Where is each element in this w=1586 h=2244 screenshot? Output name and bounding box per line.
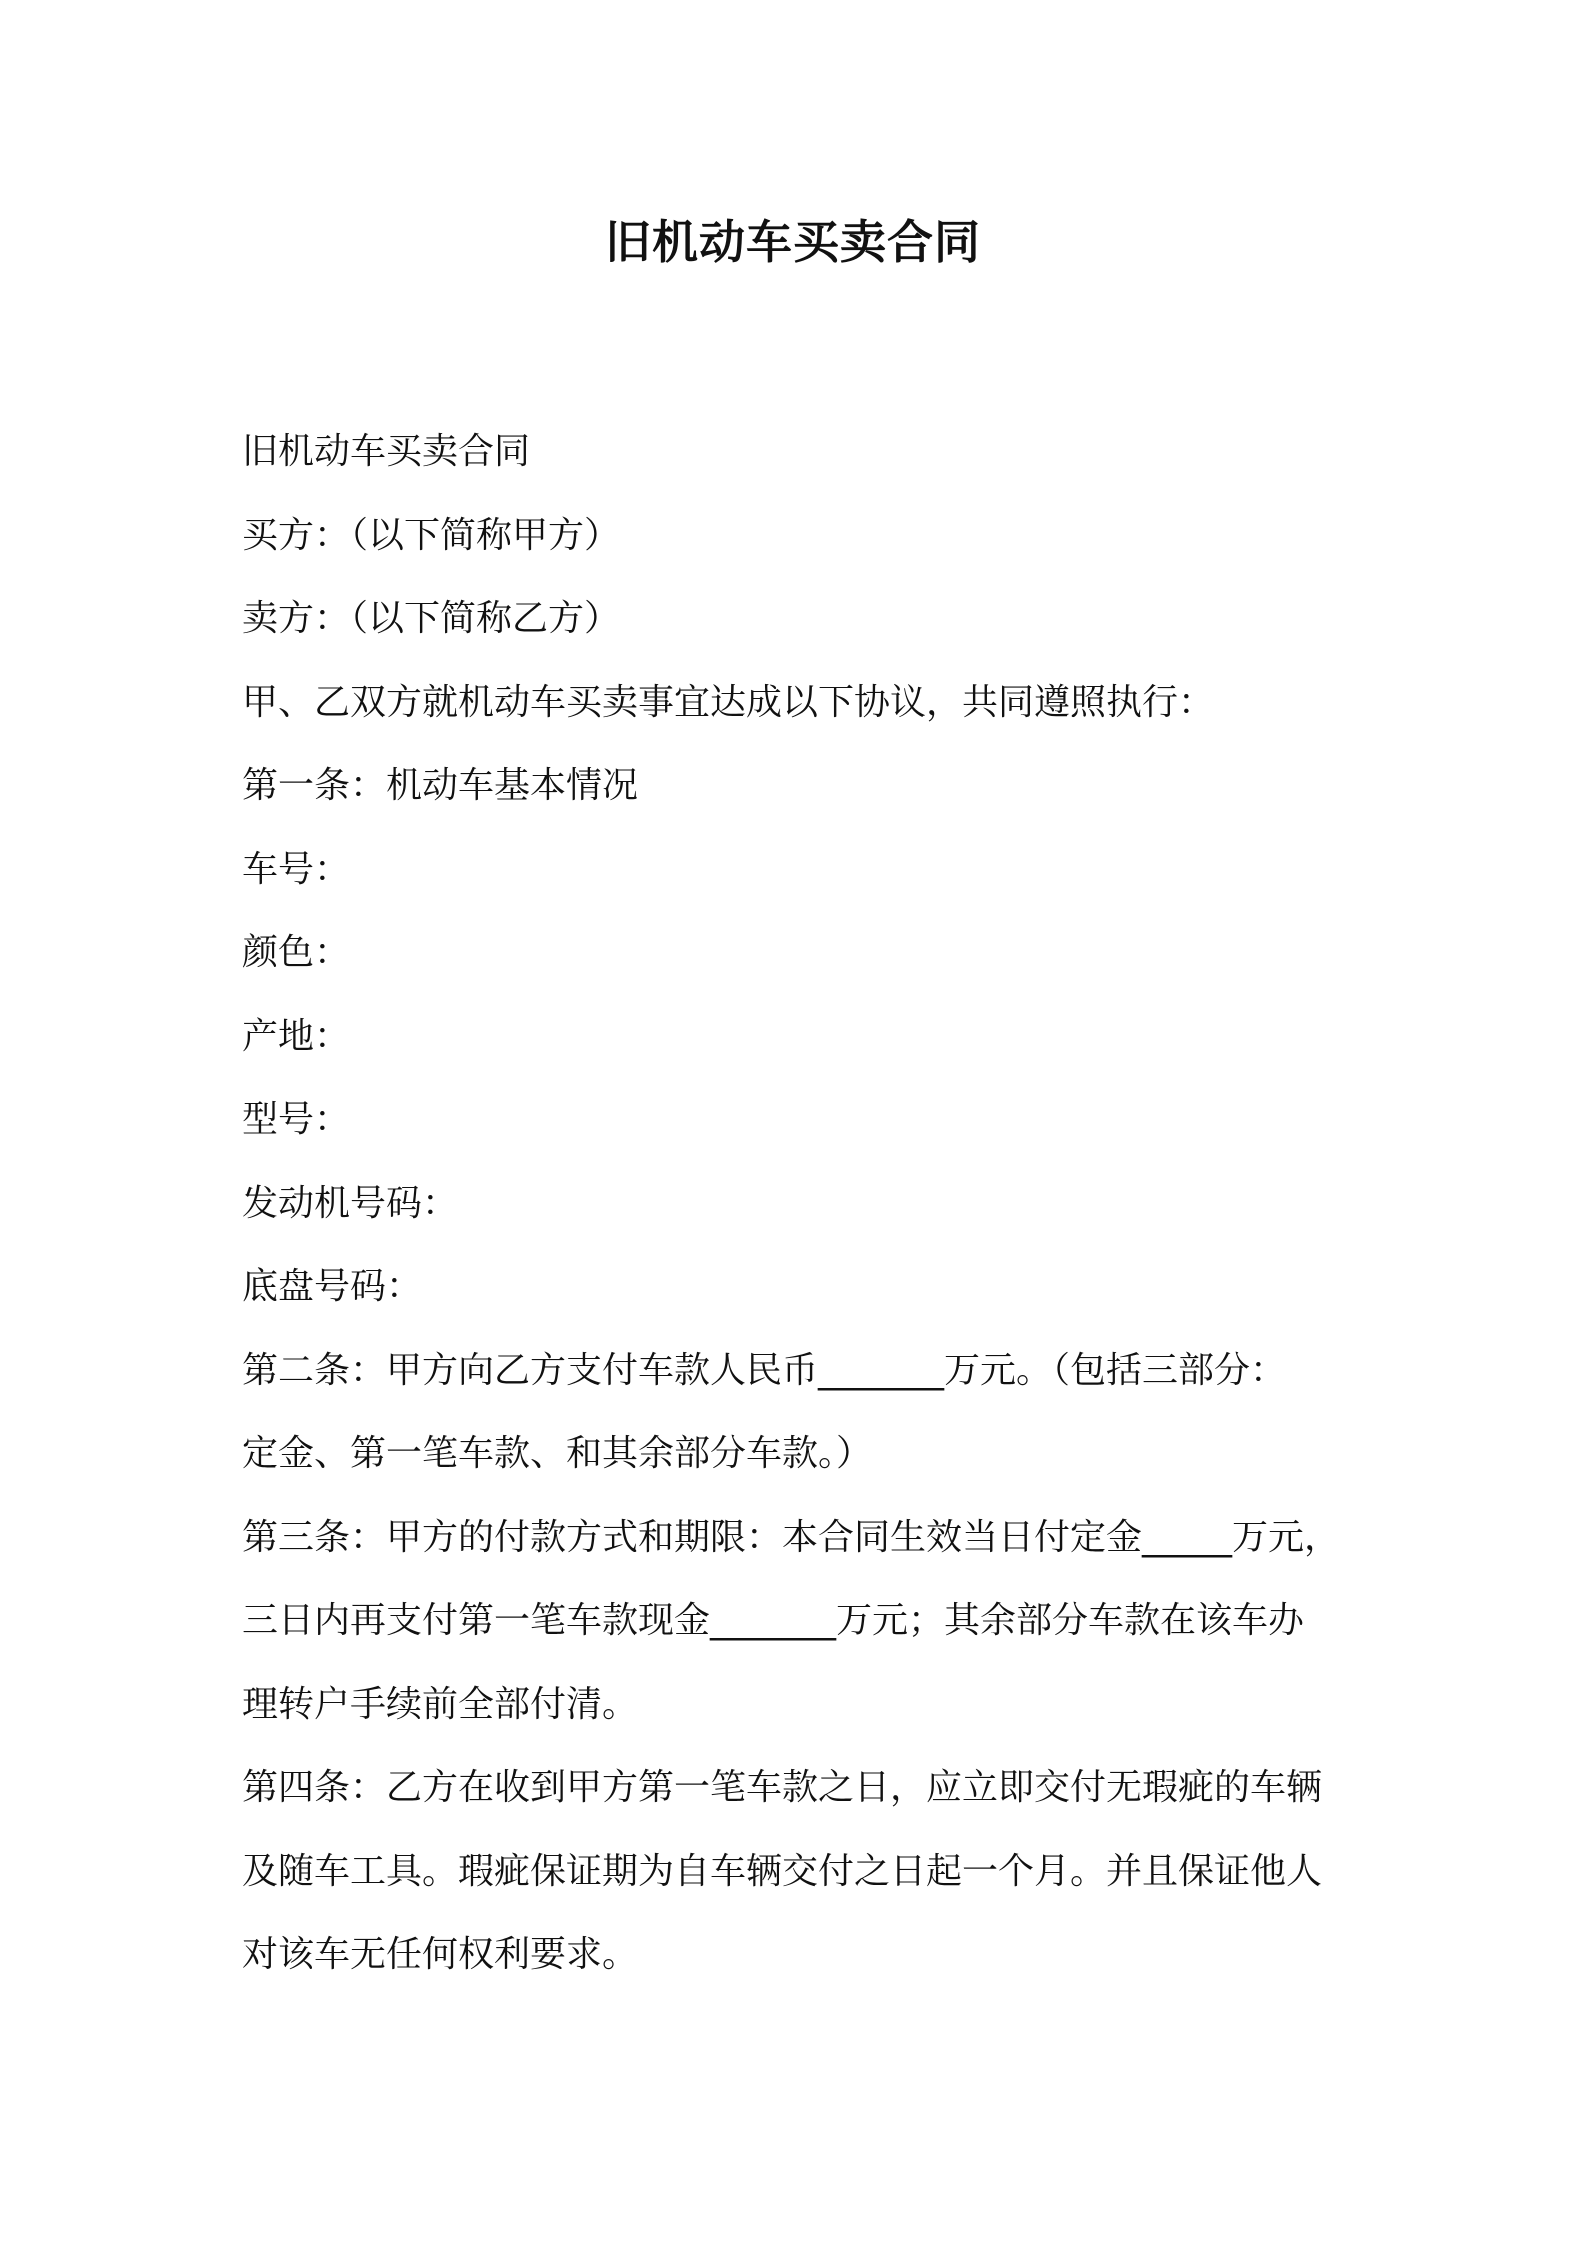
paragraph-line: 理转户手续前全部付清。 xyxy=(242,1683,639,1725)
paragraph-line: 底盘号码： xyxy=(242,1266,423,1307)
paragraph-line: 定金、第一笔车款、和其余部分车款。） xyxy=(242,1433,873,1474)
paragraph-line: 买方：（以下简称甲方） xyxy=(242,514,621,556)
document-title: 旧机动车买卖合同 xyxy=(605,215,981,269)
paragraph-line: 颜色： xyxy=(242,932,351,973)
paragraph-line: 对该车无任何权利要求。 xyxy=(242,1934,639,1975)
paragraph-line: 及随车工具。瑕疵保证期为自车辆交付之日起一个月。并且保证他人 xyxy=(242,1850,1323,1892)
paragraph-line: 发动机号码： xyxy=(242,1182,459,1224)
paragraph-line: 甲、乙双方就机动车买卖事宜达成以下协议，共同遵照执行： xyxy=(242,681,1215,723)
paragraph-line: 卖方：（以下简称乙方） xyxy=(242,598,621,639)
paragraph-line: 型号： xyxy=(242,1099,351,1140)
paragraph-line: 旧机动车买卖合同 xyxy=(242,431,531,472)
paragraph-line: 第二条：甲方向乙方支付车款人民币_______万元。（包括三部分： xyxy=(242,1349,1287,1391)
paragraph-line: 第三条：甲方的付款方式和期限：本合同生效当日付定金_____万元， xyxy=(242,1516,1341,1558)
paragraph-line: 第一条：机动车基本情况 xyxy=(242,765,639,806)
paragraph-line: 车号： xyxy=(242,848,351,890)
paragraph-line: 三日内再支付第一笔车款现金_______万元；其余部分车款在该车办 xyxy=(242,1600,1305,1641)
paragraph-line: 第四条：乙方在收到甲方第一笔车款之日，应立即交付无瑕疵的车辆 xyxy=(242,1767,1323,1808)
paragraph-line: 产地： xyxy=(242,1015,351,1057)
document-body xyxy=(242,410,1362,1997)
